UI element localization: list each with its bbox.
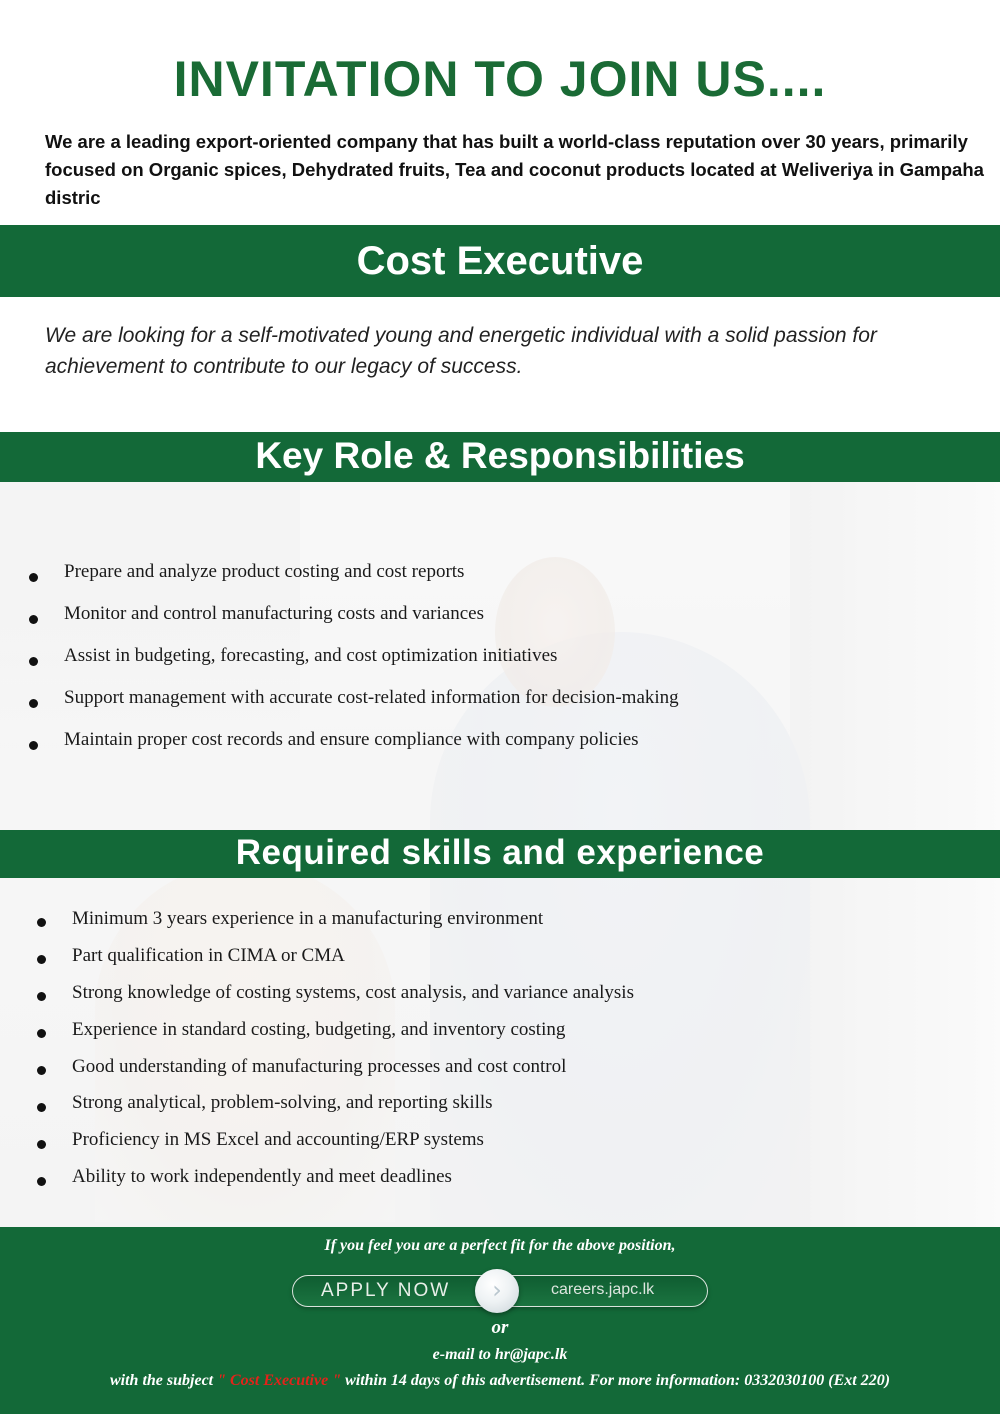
list-item-text: Support management with accurate cost-related information for decision-making [64, 687, 679, 708]
list-item [0, 1089, 1000, 1126]
responsibilities-list [0, 558, 1000, 768]
list-item [0, 642, 1000, 684]
list-item [0, 905, 1000, 942]
role-description: We are looking for a self-motivated young and energetic individual with a solid passion for achievement to contribute to our legacy of success. [45, 324, 877, 378]
apply-now-button[interactable] [292, 1275, 708, 1307]
bullet-dot-icon [37, 1140, 46, 1149]
list-item-text: Strong knowledge of costing systems, cost analysis, and variance analysis [72, 981, 634, 1003]
fit-prompt: If you feel you are a perfect fit for the above position, [324, 1237, 676, 1254]
list-item [0, 1053, 1000, 1090]
list-item [0, 726, 1000, 768]
list-item [0, 684, 1000, 726]
apply-now-label: APPLY NOW [321, 1280, 451, 1301]
bullet-dot-icon [29, 615, 38, 624]
bullet-dot-icon [37, 992, 46, 1001]
careers-link[interactable]: careers.japc.lk [551, 1281, 655, 1298]
bullet-dot-icon [29, 741, 38, 750]
list-item-text: Good understanding of manufacturing processes and cost control [72, 1055, 567, 1077]
list-item [0, 1163, 1000, 1200]
email-instruction[interactable]: e-mail to hr@japc.lk [432, 1346, 568, 1363]
responsibilities-heading: Key Role & Responsibilities [0, 432, 1000, 482]
skills-list [0, 905, 1000, 1200]
list-item-text: Proficiency in MS Excel and accounting/ERP systems [72, 1129, 484, 1151]
bullet-dot-icon [29, 699, 38, 708]
page-title: INVITATION TO JOIN US.... [173, 51, 827, 107]
list-item-text: Minimum 3 years experience in a manufacturing environment [72, 908, 544, 929]
subject-highlight: " Cost Executive " [217, 1372, 342, 1389]
bullet-dot-icon [37, 1177, 46, 1186]
bullet-dot-icon [37, 1103, 46, 1112]
list-item [0, 1126, 1000, 1163]
bullet-dot-icon [37, 1066, 46, 1075]
list-item [0, 979, 1000, 1016]
company-intro: We are a leading export-oriented company that has built a world-class reputation over 30 years, primarily focused on Organic spices, Dehydrated fruits, Tea and coconut products located at Weliveriya in Gampaha distric [45, 131, 984, 208]
list-item-text: Ability to work independently and meet deadlines [72, 1166, 452, 1188]
bullet-dot-icon [37, 918, 46, 927]
subject-prefix: with the subject [109, 1372, 218, 1389]
list-item-text: Monitor and control manufacturing costs and variances [64, 603, 484, 624]
list-item [0, 1016, 1000, 1053]
list-item-text: Part qualification in CIMA or CMA [72, 944, 345, 966]
subject-instruction [0, 1372, 1000, 1390]
list-item-text: Maintain proper cost records and ensure compliance with company policies [64, 729, 639, 750]
job-title-banner: Cost Executive [0, 225, 1000, 297]
bullet-dot-icon [37, 955, 46, 964]
bullet-dot-icon [29, 657, 38, 666]
subject-suffix: within 14 days of this advertisement. For more information: 0332030100 (Ext 220) [341, 1372, 891, 1389]
list-item [0, 600, 1000, 642]
list-item-text: Prepare and analyze product costing and cost reports [64, 561, 465, 582]
list-item-text: Strong analytical, problem-solving, and reporting skills [72, 1092, 493, 1114]
bullet-dot-icon [37, 1029, 46, 1038]
bullet-dot-icon [29, 573, 38, 582]
list-item [0, 942, 1000, 979]
skills-heading: Required skills and experience [0, 830, 1000, 878]
apply-footer [0, 1227, 1000, 1414]
or-separator: or [491, 1317, 509, 1338]
list-item-text: Experience in standard costing, budgeting, and inventory costing [72, 1018, 566, 1040]
list-item [0, 558, 1000, 600]
list-item-text: Assist in budgeting, forecasting, and cost optimization initiatives [64, 645, 558, 666]
chevron-right-icon[interactable]: › [475, 1269, 519, 1313]
